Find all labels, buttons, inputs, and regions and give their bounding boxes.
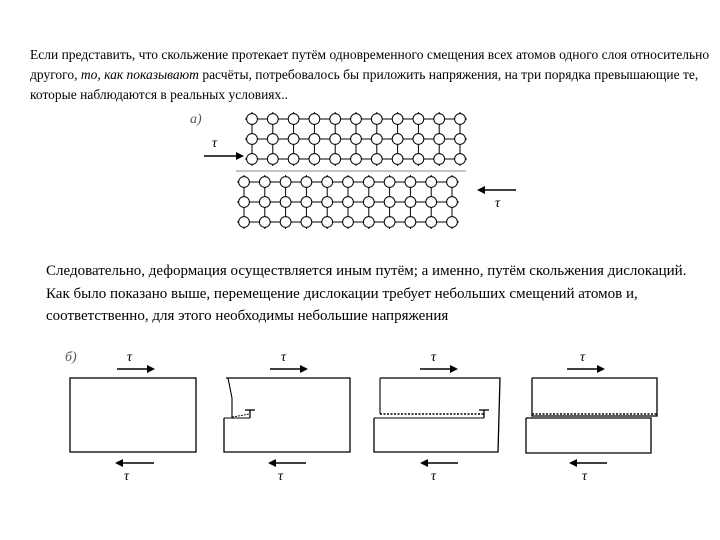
bottom-layer-atom bbox=[301, 197, 312, 208]
bottom-layer-atom bbox=[301, 177, 312, 188]
bottom-layer-atom bbox=[426, 197, 437, 208]
bottom-layer-atom bbox=[322, 197, 333, 208]
top-layer-atom bbox=[247, 134, 258, 145]
bottom-layer-atom bbox=[363, 217, 374, 228]
top-layer-atom bbox=[434, 134, 445, 145]
panel-2-dislocation-entering bbox=[224, 350, 350, 484]
top-layer-atom bbox=[392, 134, 403, 145]
paragraph-ideal-shear-start: Если представить, что скольжение протекает путём одновременного смещения всех атомов одного слоя относительно другого, bbox=[30, 46, 710, 82]
bottom-layer-atom bbox=[447, 217, 458, 228]
bottom-layer-atom bbox=[363, 197, 374, 208]
bottom-layer-atom bbox=[426, 177, 437, 188]
bottom-layer-atom bbox=[426, 217, 437, 228]
top-layer-atom bbox=[247, 114, 258, 125]
top-layer-atom bbox=[309, 154, 320, 165]
figure-a-rigid-shear bbox=[190, 112, 516, 229]
bottom-layer-atom bbox=[239, 197, 250, 208]
bottom-layer-atom bbox=[301, 217, 312, 228]
top-layer-atom bbox=[267, 134, 278, 145]
top-atom-layer bbox=[245, 112, 467, 166]
top-layer-atom bbox=[455, 154, 466, 165]
bottom-layer-atom bbox=[363, 177, 374, 188]
bottom-layer-atom bbox=[343, 197, 354, 208]
top-layer-atom bbox=[434, 154, 445, 165]
bottom-layer-atom bbox=[280, 177, 291, 188]
paragraph-ideal-shear-italic: то, как показывают bbox=[80, 66, 199, 82]
panel-3-dislocation-moving bbox=[374, 350, 500, 484]
top-layer-atom bbox=[267, 114, 278, 125]
top-layer-atom bbox=[392, 114, 403, 125]
paragraph-ideal-shear-end: расчёты, потребовалось бы приложить напряжения, на три порядка превышающие те, которые наблюдаются в реальных условиях.. bbox=[30, 66, 699, 102]
bottom-layer-atom bbox=[239, 177, 250, 188]
top-layer-atom bbox=[330, 154, 341, 165]
figure-b-dislocation-slip bbox=[65, 350, 657, 484]
bottom-layer-atom bbox=[384, 197, 395, 208]
tau-label-left: τ bbox=[212, 136, 218, 151]
panel-1-tau-bottom: τ bbox=[124, 469, 130, 484]
top-layer-atom bbox=[288, 154, 299, 165]
bottom-layer-atom bbox=[384, 217, 395, 228]
bottom-layer-atom bbox=[405, 197, 416, 208]
panel-1-tau-top: τ bbox=[127, 350, 133, 365]
panel-4-tau-top: τ bbox=[580, 350, 586, 365]
top-layer-atom bbox=[392, 154, 403, 165]
panel-2-tau-top: τ bbox=[281, 350, 287, 365]
tau-label-right: τ bbox=[495, 196, 501, 211]
bottom-layer-atom bbox=[447, 197, 458, 208]
bottom-layer-atom bbox=[280, 217, 291, 228]
tau-arrow-right bbox=[204, 136, 244, 160]
top-layer-atom bbox=[288, 114, 299, 125]
top-layer-atom bbox=[371, 134, 382, 145]
bottom-layer-atom bbox=[239, 217, 250, 228]
bottom-layer-atom bbox=[343, 177, 354, 188]
top-layer-atom bbox=[371, 154, 382, 165]
bottom-layer-atom bbox=[405, 217, 416, 228]
bottom-layer-atom bbox=[259, 177, 270, 188]
top-layer-atom bbox=[351, 154, 362, 165]
top-layer-atom bbox=[267, 154, 278, 165]
paragraph-dislocation-slip: Следовательно, деформация осуществляется иным путём; а именно, путём скольжения дислокаций. Как было показано выше, перемещение дислокации требует небольших смещений атомов и, соответственно, для этого необходимы небольшие напряжения bbox=[46, 263, 687, 324]
top-layer-atom bbox=[309, 134, 320, 145]
panel-3-tau-bottom: τ bbox=[431, 469, 437, 484]
bottom-layer-atom bbox=[259, 197, 270, 208]
top-layer-atom bbox=[330, 114, 341, 125]
top-layer-atom bbox=[434, 114, 445, 125]
bottom-layer-atom bbox=[322, 177, 333, 188]
figure-a-label: а) bbox=[190, 112, 202, 127]
top-layer-atom bbox=[351, 134, 362, 145]
bottom-layer-atom bbox=[343, 217, 354, 228]
panel-3-tau-top: τ bbox=[431, 350, 437, 365]
figure-b-label: б) bbox=[65, 350, 77, 365]
top-layer-atom bbox=[413, 154, 424, 165]
bottom-layer-atom bbox=[447, 177, 458, 188]
bottom-atom-layer bbox=[237, 175, 459, 229]
bottom-layer-atom bbox=[322, 217, 333, 228]
top-layer-atom bbox=[330, 134, 341, 145]
top-layer-atom bbox=[455, 134, 466, 145]
top-layer-atom bbox=[288, 134, 299, 145]
panel-2-tau-bottom: τ bbox=[278, 469, 284, 484]
top-layer-atom bbox=[351, 114, 362, 125]
panel-4-tau-bottom: τ bbox=[582, 469, 588, 484]
panel-1-undeformed bbox=[70, 350, 196, 484]
top-layer-atom bbox=[413, 114, 424, 125]
top-layer-atom bbox=[371, 114, 382, 125]
bottom-layer-atom bbox=[280, 197, 291, 208]
bottom-layer-atom bbox=[259, 217, 270, 228]
panel-4-slip-step-formed bbox=[526, 350, 657, 484]
top-layer-atom bbox=[455, 114, 466, 125]
top-layer-atom bbox=[247, 154, 258, 165]
tau-arrow-left bbox=[477, 186, 516, 211]
bottom-layer-atom bbox=[405, 177, 416, 188]
top-layer-atom bbox=[413, 134, 424, 145]
bottom-layer-atom bbox=[384, 177, 395, 188]
top-layer-atom bbox=[309, 114, 320, 125]
